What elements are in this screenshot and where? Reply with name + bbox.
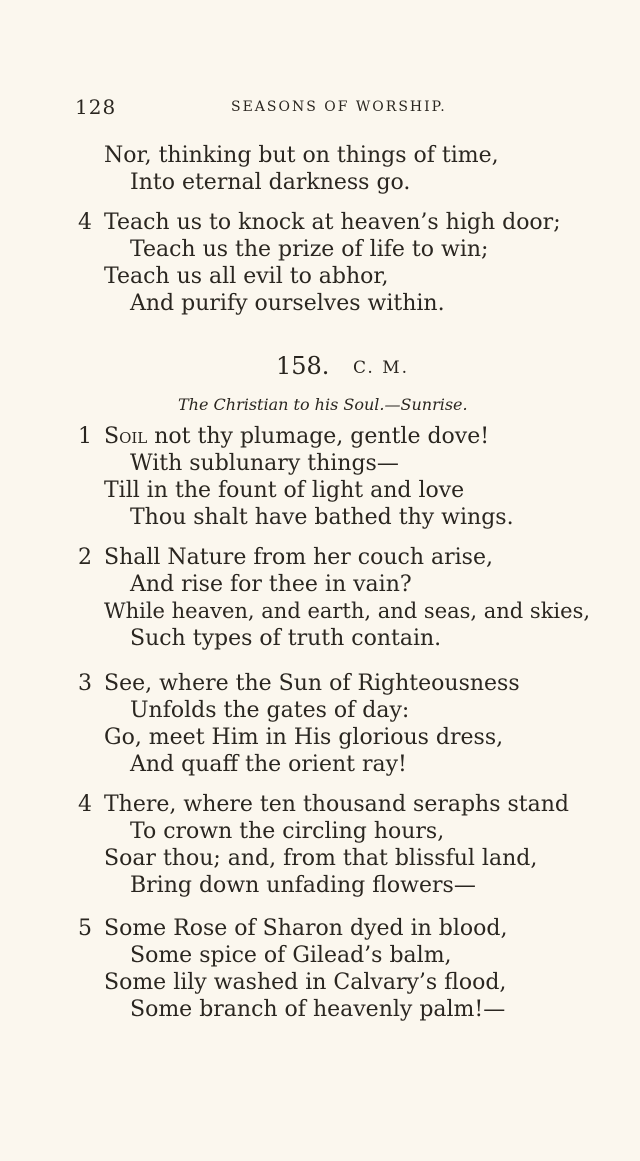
verse-line: Into eternal darkness go. <box>130 170 411 195</box>
verse-line: Teach us the prize of life to win; <box>130 237 489 262</box>
verse-line: And purify ourselves within. <box>130 291 445 316</box>
first-line-rest: not thy plumage, gentle dove! <box>147 424 490 449</box>
verse-line: With sublunary things— <box>130 451 399 476</box>
verse-line: Some branch of heavenly palm!— <box>130 997 506 1022</box>
verse-line: Thou shalt have bathed thy wings. <box>130 505 514 530</box>
verse-line: Shall Nature from her couch arise, <box>104 545 493 570</box>
verse-line: Nor, thinking but on things of time, <box>104 143 499 168</box>
verse-line: Such types of truth contain. <box>130 626 442 651</box>
stanza-number: 4 <box>78 792 92 817</box>
hymn-number: 158. <box>276 352 330 380</box>
stanza-number: 5 <box>78 916 92 941</box>
verse-line: Some Rose of Sharon dyed in blood, <box>104 916 508 941</box>
verse-line <box>104 426 489 448</box>
verse-line: And rise for thee in vain? <box>130 572 412 597</box>
verse-line: Teach us all evil to abhor, <box>104 264 389 289</box>
first-word-small-caps: Soil <box>104 424 148 449</box>
verse-line: To crown the circling hours, <box>130 819 445 844</box>
page-header <box>75 95 595 125</box>
verse-line: See, where the Sun of Righteousness <box>104 671 520 696</box>
verse-line: Soar thou; and, from that blissful land, <box>104 846 538 871</box>
verse-line: Till in the fount of light and love <box>104 478 465 503</box>
stanza-number: 2 <box>78 545 92 570</box>
verse-line: Some lily washed in Calvary’s flood, <box>104 970 507 995</box>
verse-line: There, where ten thousand seraphs stand <box>104 792 570 817</box>
hymn-meter: C. M. <box>353 358 410 378</box>
verse-line: Unfolds the gates of day: <box>130 698 410 723</box>
stanza-number: 3 <box>78 671 92 696</box>
stanza-number: 4 <box>78 210 92 235</box>
verse-line: And quaff the orient ray! <box>130 752 407 777</box>
verse-line: Teach us to knock at heaven’s high door; <box>104 210 561 235</box>
verse-line: While heaven, and earth, and seas, and skies, <box>104 599 591 623</box>
hymn-subtitle: The Christian to his Soul.—Sunrise. <box>178 395 468 414</box>
running-head: SEASONS OF WORSHIP. <box>231 99 447 115</box>
verse-line: Bring down unfading flowers— <box>130 873 476 898</box>
page-number: 128 <box>75 95 117 119</box>
stanza-number: 1 <box>78 424 92 449</box>
verse-line: Go, meet Him in His glorious dress, <box>104 725 504 750</box>
verse-line: Some spice of Gilead’s balm, <box>130 943 452 968</box>
